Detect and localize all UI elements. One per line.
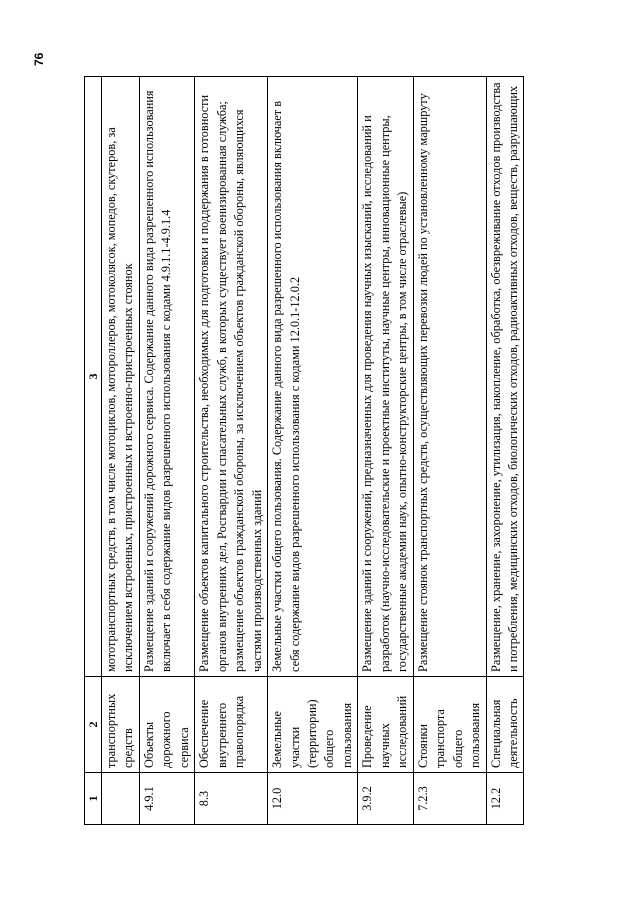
table-row [195, 77, 268, 825]
header-col-1: 1 [85, 773, 102, 825]
row-name: Специальная деятельность [486, 677, 524, 773]
row-name: Проведение научных исследований [358, 677, 413, 773]
land-use-table [84, 76, 524, 825]
row-name: Объекты дорожного сервиса [139, 677, 194, 773]
row-description: Размещение зданий и сооружений, предназначенных для проведения научных изысканий, исследований и разработок (научно-исследовательские и проектные институты, научные центры, инновационные центры, государственные академии наук, опытно-конструкторские центры, в том числе отраслевые) [358, 77, 413, 677]
row-name: Обеспечение внутреннего правопорядка [195, 677, 268, 773]
row-description: Земельные участки общего пользования. Содержание данного вида разрешенного использования включает в себя содержание видов разрешенного использования с кодами 12.0.1-12.0.2 [268, 77, 358, 677]
header-col-2: 2 [85, 677, 102, 773]
row-name: Земельные участки (территории) общего пользования [268, 677, 358, 773]
row-description: Размещение, хранение, захоронение, утилизация, накопление, обработка, обезвреживание отходов производства и потребления, медицинских отходов, биологических отходов, радиоактивных отходов, веществ, разрушающих [486, 77, 524, 677]
row-description: мототранспортных средств, в том числе мотоциклов, мотороллеров, мотоколясок, мопедов, скутеров, за исключением встроенных, пристроенных и встроенно-пристроенных стоянок [102, 77, 140, 677]
row-code: 7.2.3 [413, 773, 486, 825]
table-row [268, 77, 358, 825]
table-row [358, 77, 413, 825]
row-description: Размещение объектов капитального строительства, необходимых для подготовки и поддержания в готовности органов внутренних дел, Росгвардии и спасательных служб, в которых существует военизированная служба; размещение объектов гражданской обороны, за исключением объектов гражданской обороны, являющихся частями производственных зданий [195, 77, 268, 677]
row-code: 12.0 [268, 773, 358, 825]
page-number: 76 [32, 52, 46, 66]
row-code: 4.9.1 [139, 773, 194, 825]
table-header-row [85, 77, 102, 825]
table-row [486, 77, 524, 825]
table-row [102, 77, 140, 825]
row-code [102, 773, 140, 825]
row-code: 12.2 [486, 773, 524, 825]
table-row [413, 77, 486, 825]
header-col-3: 3 [85, 77, 102, 677]
row-name: транспортных средств [102, 677, 140, 773]
row-description: Размещение зданий и сооружений дорожного сервиса. Содержание данного вида разрешенного использования включает в себя содержание видов разрешенного использования с кодами 4.9.1.1-4.9.1.4 [139, 77, 194, 677]
row-code: 3.9.2 [358, 773, 413, 825]
table-row [139, 77, 194, 825]
row-code: 8.3 [195, 773, 268, 825]
row-description: Размещение стоянок транспортных средств, осуществляющих перевозки людей по установленному маршруту [413, 77, 486, 677]
row-name: Стоянки транспорта общего пользования [413, 677, 486, 773]
